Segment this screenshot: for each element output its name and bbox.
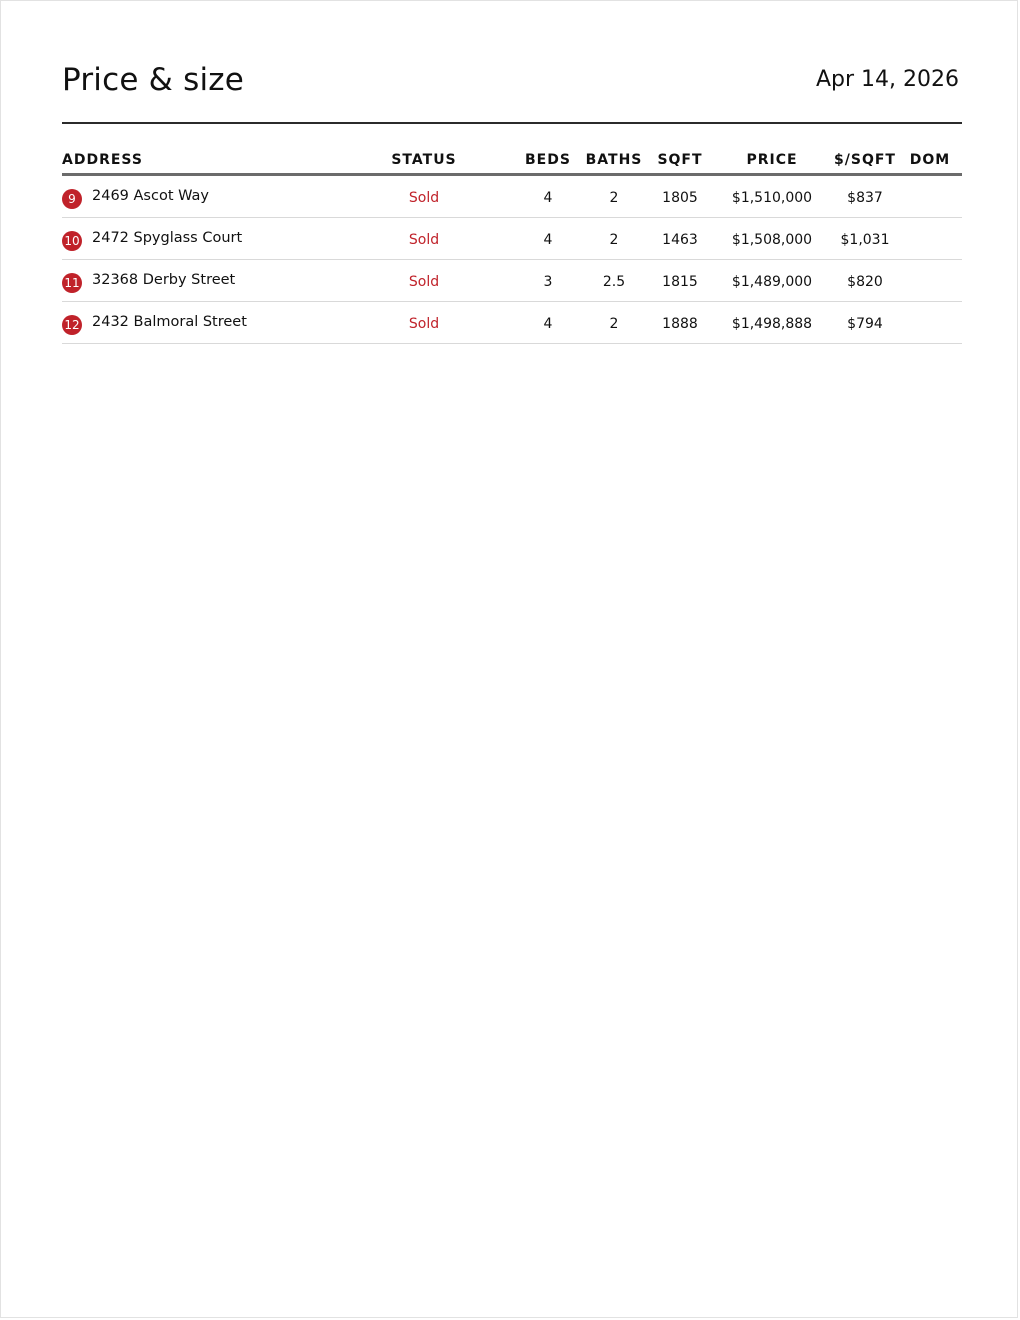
- status-cell: Sold: [408, 316, 440, 332]
- price-per-sqft-cell: $820: [847, 274, 883, 290]
- sqft-cell: 1888: [662, 316, 698, 332]
- address-text: 2432 Balmoral Street: [92, 314, 247, 330]
- beds-cell: 4: [543, 190, 553, 206]
- table-row: [62, 218, 962, 260]
- title-divider: [62, 122, 962, 124]
- address-cell: [62, 312, 247, 335]
- column-header-address: ADDRESS: [62, 152, 143, 168]
- table-row: [62, 176, 962, 218]
- page-title: Price & size: [62, 62, 245, 98]
- price-per-sqft-cell: $837: [847, 190, 883, 206]
- address-cell: [62, 270, 235, 293]
- price-cell: $1,489,000: [731, 274, 813, 290]
- column-header-price: PRICE: [746, 152, 798, 168]
- baths-cell: 2: [609, 232, 619, 248]
- sqft-cell: 1805: [662, 190, 698, 206]
- table-header: [62, 151, 962, 176]
- beds-cell: 4: [543, 232, 553, 248]
- baths-cell: 2.5: [602, 274, 626, 290]
- address-cell: [62, 186, 209, 209]
- sqft-cell: 1463: [662, 232, 698, 248]
- price-cell: $1,498,888: [731, 316, 813, 332]
- status-cell: Sold: [408, 190, 440, 206]
- column-header-beds: BEDS: [525, 152, 571, 168]
- price-per-sqft-cell: $1,031: [840, 232, 890, 248]
- beds-cell: 3: [543, 274, 553, 290]
- status-cell: Sold: [408, 274, 440, 290]
- status-cell: Sold: [408, 232, 440, 248]
- baths-cell: 2: [609, 190, 619, 206]
- table-row: [62, 260, 962, 302]
- address-text: 2472 Spyglass Court: [92, 230, 243, 246]
- listing-number-badge: 9: [62, 189, 82, 209]
- listing-number-badge: 12: [62, 315, 82, 335]
- address-cell: [62, 228, 242, 251]
- column-header-dom: DOM: [909, 152, 951, 168]
- column-header-baths: BATHS: [585, 152, 643, 168]
- price-size-table: [62, 151, 962, 344]
- address-text: 2469 Ascot Way: [92, 188, 209, 204]
- price-cell: $1,508,000: [731, 232, 813, 248]
- report-date: Apr 14, 2026: [815, 67, 959, 92]
- listing-number-badge: 11: [62, 273, 82, 293]
- column-header-price-per-sqft: $/SQFT: [834, 152, 896, 168]
- column-header-sqft: SQFT: [657, 152, 703, 168]
- table-row: [62, 302, 962, 344]
- price-cell: $1,510,000: [731, 190, 813, 206]
- address-text: 32368 Derby Street: [92, 272, 236, 288]
- listing-number-badge: 10: [62, 231, 82, 251]
- baths-cell: 2: [609, 316, 619, 332]
- beds-cell: 4: [543, 316, 553, 332]
- price-per-sqft-cell: $794: [847, 316, 883, 332]
- sqft-cell: 1815: [662, 274, 698, 290]
- column-header-status: STATUS: [391, 152, 457, 168]
